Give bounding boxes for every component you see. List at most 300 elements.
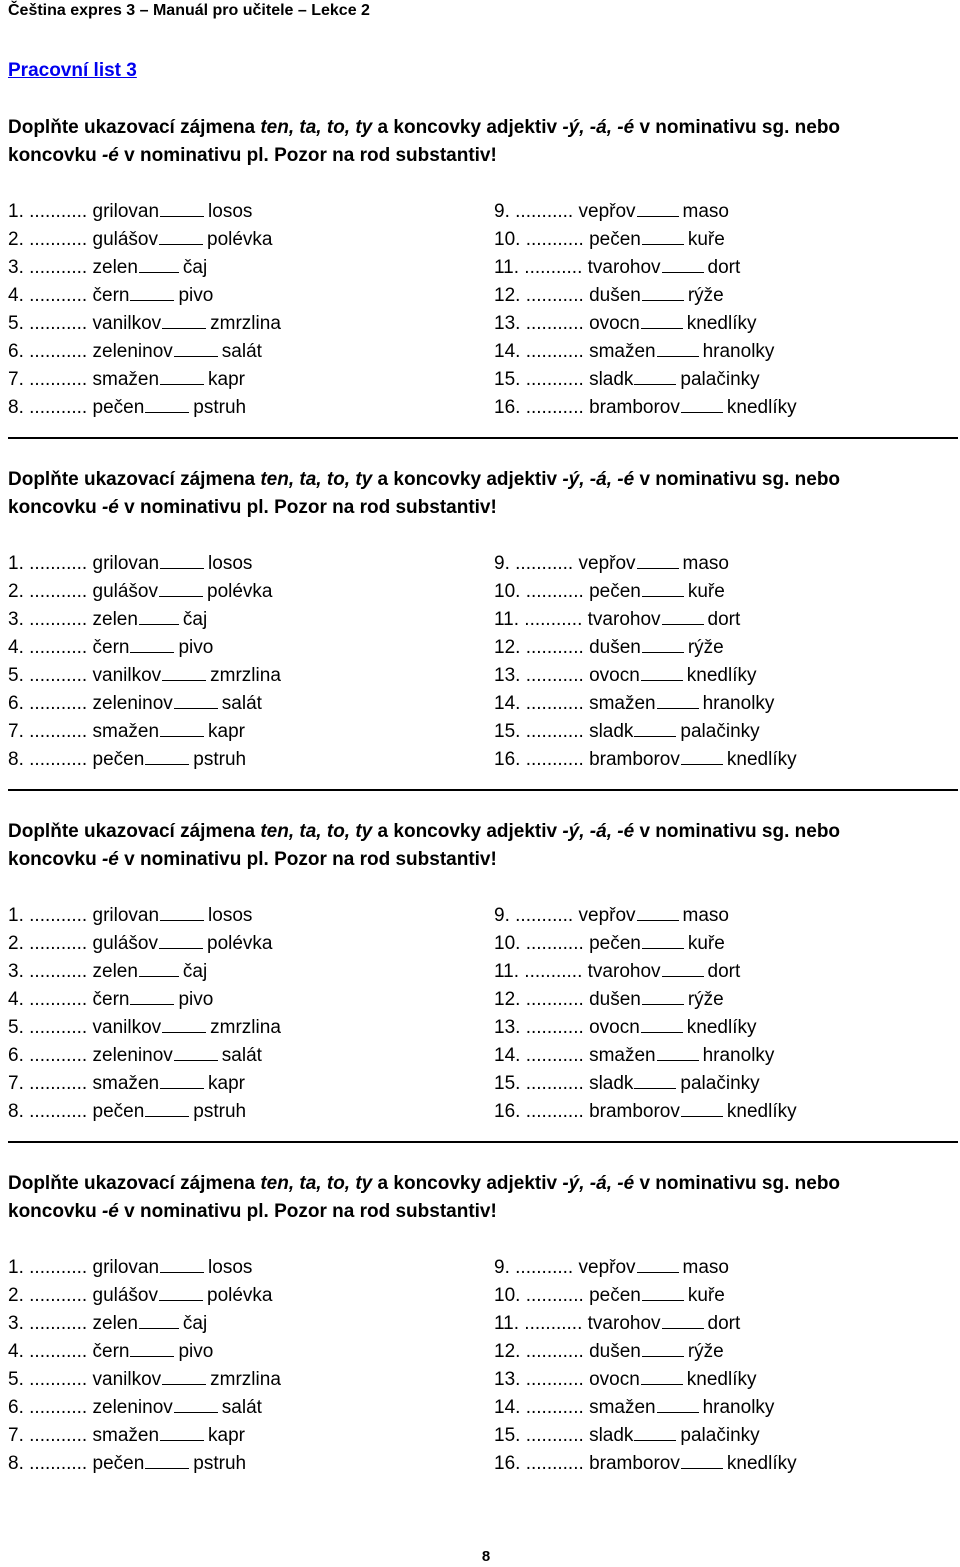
ending-blank[interactable] — [160, 1070, 204, 1089]
adjective-stem: zelen — [92, 1313, 138, 1334]
exercise-item — [494, 226, 797, 254]
ending-blank[interactable] — [162, 662, 206, 681]
noun: knedlíky — [726, 1101, 797, 1122]
exercise-item — [494, 1422, 797, 1450]
item-number: 16. — [494, 1453, 521, 1474]
pronoun-gap[interactable]: ........... — [29, 749, 88, 770]
pronoun-gap[interactable]: ........... — [525, 721, 584, 742]
item-number: 8. — [8, 397, 24, 418]
item-number: 14. — [494, 1397, 521, 1418]
instruction-text: -ý, -á, -é — [562, 117, 635, 138]
item-number: 7. — [8, 369, 24, 390]
exercise-item — [494, 958, 797, 986]
noun: polévka — [207, 933, 273, 954]
instruction-text: koncovku — [8, 497, 102, 518]
pronoun-gap[interactable]: ........... — [525, 341, 584, 362]
exercise-item — [8, 746, 281, 774]
pronoun-gap[interactable]: ........... — [29, 1045, 88, 1066]
exercise-item — [494, 606, 797, 634]
adjective-stem: pečen — [589, 933, 641, 954]
exercise-item — [494, 986, 797, 1014]
noun: dort — [707, 609, 741, 630]
instruction-text: Doplňte ukazovací zájmena — [8, 1173, 261, 1194]
pronoun-gap[interactable]: ........... — [524, 1313, 583, 1334]
adjective-stem: pečen — [92, 1453, 145, 1474]
pronoun-gap[interactable]: ........... — [29, 285, 88, 306]
ending-blank[interactable] — [174, 1042, 218, 1061]
item-number: 8. — [8, 749, 24, 770]
exercise-item — [8, 394, 281, 422]
noun: rýže — [687, 989, 724, 1010]
pronoun-gap[interactable]: ........... — [29, 961, 88, 982]
ending-blank[interactable] — [642, 930, 684, 949]
ending-blank[interactable] — [662, 606, 704, 625]
pronoun-gap[interactable]: ........... — [525, 1073, 584, 1094]
pronoun-gap[interactable]: ........... — [525, 1397, 584, 1418]
ending-blank[interactable] — [159, 226, 203, 245]
pronoun-gap[interactable]: ........... — [29, 693, 88, 714]
item-number: 1. — [8, 553, 24, 574]
ending-blank[interactable] — [681, 746, 723, 765]
noun: rýže — [687, 1341, 724, 1362]
instruction-text: ten, ta, to, ty — [260, 469, 373, 490]
pronoun-gap[interactable]: ........... — [525, 989, 584, 1010]
exercise-item — [494, 634, 797, 662]
item-number: 10. — [494, 229, 521, 250]
noun: palačinky — [680, 369, 760, 390]
adjective-stem: ovocn — [589, 665, 640, 686]
adjective-stem: sladk — [589, 721, 634, 742]
pronoun-gap[interactable]: ........... — [524, 257, 583, 278]
pronoun-gap[interactable]: ........... — [525, 285, 584, 306]
ending-blank[interactable] — [634, 1422, 676, 1441]
ending-blank[interactable] — [160, 902, 204, 921]
noun: palačinky — [680, 1073, 760, 1094]
ending-blank[interactable] — [634, 718, 676, 737]
ending-blank[interactable] — [681, 394, 723, 413]
ending-blank[interactable] — [160, 1422, 204, 1441]
ending-blank[interactable] — [662, 1310, 704, 1329]
pronoun-gap[interactable]: ........... — [29, 1257, 88, 1278]
exercise-item — [8, 986, 281, 1014]
adjective-stem: ovocn — [589, 1369, 640, 1390]
ending-blank[interactable] — [174, 1394, 218, 1413]
ending-blank[interactable] — [130, 986, 174, 1005]
pronoun-gap[interactable]: ........... — [29, 313, 88, 334]
item-number: 5. — [8, 313, 24, 334]
pronoun-gap[interactable]: ........... — [515, 1257, 574, 1278]
exercise-item — [494, 1310, 797, 1338]
ending-blank[interactable] — [634, 366, 676, 385]
exercise-item — [8, 1338, 281, 1366]
exercise-items — [8, 1254, 958, 1478]
adjective-stem: pečen — [589, 1285, 641, 1306]
noun: hranolky — [702, 1045, 775, 1066]
exercise-item — [8, 1450, 281, 1478]
pronoun-gap[interactable]: ........... — [29, 1017, 88, 1038]
pronoun-gap[interactable]: ........... — [29, 665, 88, 686]
section-divider — [8, 789, 958, 791]
exercise-items — [8, 198, 958, 422]
item-number: 7. — [8, 1425, 24, 1446]
pronoun-gap[interactable]: ........... — [515, 201, 574, 222]
pronoun-gap[interactable]: ........... — [525, 933, 584, 954]
ending-blank[interactable] — [641, 662, 683, 681]
pronoun-gap[interactable]: ........... — [29, 553, 88, 574]
ending-blank[interactable] — [634, 1070, 676, 1089]
ending-blank[interactable] — [130, 282, 174, 301]
ending-blank[interactable] — [160, 718, 204, 737]
adjective-stem: tvarohov — [587, 961, 661, 982]
pronoun-gap[interactable]: ........... — [525, 369, 584, 390]
ending-blank[interactable] — [160, 198, 204, 217]
item-number: 4. — [8, 285, 24, 306]
exercise-item — [8, 662, 281, 690]
ending-blank[interactable] — [174, 690, 218, 709]
item-number: 6. — [8, 1397, 24, 1418]
noun: kuře — [687, 229, 725, 250]
ending-blank[interactable] — [657, 690, 699, 709]
exercise-item — [494, 690, 797, 718]
pronoun-gap[interactable]: ........... — [29, 201, 88, 222]
adjective-stem: čern — [92, 637, 130, 658]
instruction-text: -é — [101, 497, 119, 518]
pronoun-gap[interactable]: ........... — [525, 1017, 584, 1038]
pronoun-gap[interactable]: ........... — [515, 553, 574, 574]
exercise-item — [8, 282, 281, 310]
exercise-item — [8, 958, 281, 986]
noun: zmrzlina — [210, 665, 281, 686]
ending-blank[interactable] — [160, 550, 204, 569]
pronoun-gap[interactable]: ........... — [29, 1425, 88, 1446]
ending-blank[interactable] — [145, 746, 189, 765]
ending-blank[interactable] — [642, 986, 684, 1005]
noun: palačinky — [680, 721, 760, 742]
adjective-stem: dušen — [589, 637, 641, 658]
ending-blank[interactable] — [145, 1098, 189, 1117]
exercise-item — [8, 606, 281, 634]
exercise-item — [8, 338, 281, 366]
pronoun-gap[interactable]: ........... — [525, 1369, 584, 1390]
item-number: 12. — [494, 1341, 521, 1362]
ending-blank[interactable] — [160, 366, 204, 385]
instruction-text: Doplňte ukazovací zájmena — [8, 117, 261, 138]
instruction-text: -é — [101, 145, 119, 166]
item-number: 12. — [494, 637, 521, 658]
ending-blank[interactable] — [139, 1310, 179, 1329]
noun: knedlíky — [686, 665, 757, 686]
noun: hranolky — [702, 1397, 775, 1418]
pronoun-gap[interactable]: ........... — [29, 1285, 88, 1306]
adjective-stem: bramborov — [589, 1101, 680, 1122]
noun: čaj — [182, 961, 208, 982]
pronoun-gap[interactable]: ........... — [525, 313, 584, 334]
pronoun-gap[interactable]: ........... — [29, 581, 88, 602]
ending-blank[interactable] — [662, 958, 704, 977]
noun: maso — [682, 553, 729, 574]
items-column-left — [8, 550, 281, 774]
adjective-stem: smažen — [92, 1073, 160, 1094]
pronoun-gap[interactable]: ........... — [29, 637, 88, 658]
pronoun-gap[interactable]: ........... — [29, 397, 88, 418]
adjective-stem: pečen — [92, 749, 145, 770]
exercise-item — [8, 634, 281, 662]
adjective-stem: bramborov — [589, 749, 680, 770]
pronoun-gap[interactable]: ........... — [29, 721, 88, 742]
adjective-stem: grilovan — [92, 1257, 160, 1278]
ending-blank[interactable] — [642, 1338, 684, 1357]
ending-blank[interactable] — [159, 1282, 203, 1301]
ending-blank[interactable] — [657, 1394, 699, 1413]
adjective-stem: pečen — [589, 229, 641, 250]
ending-blank[interactable] — [139, 254, 179, 273]
exercise-item — [494, 930, 797, 958]
ending-blank[interactable] — [641, 1014, 683, 1033]
exercise-instruction — [8, 466, 958, 522]
adjective-stem: grilovan — [92, 201, 160, 222]
instruction-text: ten, ta, to, ty — [260, 117, 373, 138]
adjective-stem: bramborov — [589, 397, 680, 418]
ending-blank[interactable] — [681, 1098, 723, 1117]
exercise-item — [494, 578, 797, 606]
noun: losos — [208, 201, 253, 222]
pronoun-gap[interactable]: ........... — [524, 961, 583, 982]
pronoun-gap[interactable]: ........... — [29, 905, 88, 926]
pronoun-gap[interactable]: ........... — [29, 1341, 88, 1362]
item-number: 4. — [8, 637, 24, 658]
ending-blank[interactable] — [130, 634, 174, 653]
ending-blank[interactable] — [637, 902, 679, 921]
adjective-stem: gulášov — [92, 933, 158, 954]
pronoun-gap[interactable]: ........... — [525, 581, 584, 602]
pronoun-gap[interactable]: ........... — [525, 1045, 584, 1066]
pronoun-gap[interactable]: ........... — [29, 341, 88, 362]
ending-blank[interactable] — [642, 634, 684, 653]
instruction-text: v nominativu pl. Pozor na rod substantiv! — [118, 145, 497, 166]
adjective-stem: sladk — [589, 1073, 634, 1094]
ending-blank[interactable] — [162, 310, 206, 329]
adjective-stem: tvarohov — [587, 609, 661, 630]
item-number: 13. — [494, 665, 521, 686]
ending-blank[interactable] — [637, 198, 679, 217]
adjective-stem: grilovan — [92, 553, 160, 574]
item-number: 1. — [8, 201, 24, 222]
ending-blank[interactable] — [662, 254, 704, 273]
adjective-stem: ovocn — [589, 1017, 640, 1038]
item-number: 14. — [494, 1045, 521, 1066]
item-number: 3. — [8, 961, 24, 982]
pronoun-gap[interactable]: ........... — [525, 1453, 584, 1474]
exercise-item — [8, 718, 281, 746]
exercise-block — [8, 818, 958, 1126]
page-number: 8 — [481, 1548, 491, 1565]
pronoun-gap[interactable]: ........... — [29, 933, 88, 954]
pronoun-gap[interactable]: ........... — [29, 1397, 88, 1418]
item-number: 11. — [494, 961, 520, 982]
noun: zmrzlina — [210, 1369, 281, 1390]
ending-blank[interactable] — [139, 958, 179, 977]
noun: pivo — [178, 637, 214, 658]
ending-blank[interactable] — [159, 578, 203, 597]
item-number: 2. — [8, 1285, 24, 1306]
adjective-stem: gulášov — [92, 581, 158, 602]
noun: maso — [682, 905, 729, 926]
item-number: 5. — [8, 1369, 24, 1390]
pronoun-gap[interactable]: ........... — [524, 609, 583, 630]
ending-blank[interactable] — [657, 1042, 699, 1061]
pronoun-gap[interactable]: ........... — [515, 905, 574, 926]
pronoun-gap[interactable]: ........... — [29, 369, 88, 390]
exercise-item — [8, 310, 281, 338]
noun: kuře — [687, 933, 725, 954]
ending-blank[interactable] — [162, 1014, 206, 1033]
adjective-stem: dušen — [589, 1341, 641, 1362]
instruction-text: a koncovky adjektiv — [372, 117, 563, 138]
item-number: 15. — [494, 369, 521, 390]
exercise-item — [494, 338, 797, 366]
pronoun-gap[interactable]: ........... — [29, 609, 88, 630]
ending-blank[interactable] — [642, 226, 684, 245]
noun: pivo — [178, 1341, 214, 1362]
ending-blank[interactable] — [130, 1338, 174, 1357]
instruction-text: ten, ta, to, ty — [260, 821, 373, 842]
noun: losos — [208, 1257, 253, 1278]
ending-blank[interactable] — [159, 930, 203, 949]
exercise-item — [8, 1098, 281, 1126]
noun: kapr — [208, 1073, 245, 1094]
pronoun-gap[interactable]: ........... — [525, 749, 584, 770]
item-number: 8. — [8, 1101, 24, 1122]
noun: hranolky — [702, 341, 775, 362]
item-number: 5. — [8, 665, 24, 686]
noun: kapr — [208, 369, 245, 390]
item-number: 4. — [8, 989, 24, 1010]
pronoun-gap[interactable]: ........... — [29, 229, 88, 250]
pronoun-gap[interactable]: ........... — [29, 989, 88, 1010]
exercise-item — [8, 198, 281, 226]
ending-blank[interactable] — [642, 282, 684, 301]
noun: losos — [208, 905, 253, 926]
document-header: Čeština expres 3 – Manuál pro učitele – Lekce 2 — [8, 2, 370, 19]
ending-blank[interactable] — [145, 1450, 189, 1469]
exercise-item — [494, 310, 797, 338]
pronoun-gap[interactable]: ........... — [29, 1453, 88, 1474]
pronoun-gap[interactable]: ........... — [29, 1313, 88, 1334]
exercise-item — [494, 254, 797, 282]
ending-blank[interactable] — [145, 394, 189, 413]
exercise-item — [494, 1070, 797, 1098]
noun: pivo — [178, 989, 214, 1010]
noun: knedlíky — [686, 313, 757, 334]
pronoun-gap[interactable]: ........... — [525, 1101, 584, 1122]
adjective-stem: dušen — [589, 285, 641, 306]
ending-blank[interactable] — [642, 1282, 684, 1301]
adjective-stem: vanilkov — [92, 1369, 162, 1390]
noun: polévka — [207, 229, 273, 250]
adjective-stem: smažen — [589, 1397, 656, 1418]
noun: čaj — [182, 1313, 208, 1334]
pronoun-gap[interactable]: ........... — [29, 1101, 88, 1122]
ending-blank[interactable] — [139, 606, 179, 625]
pronoun-gap[interactable]: ........... — [525, 637, 584, 658]
exercise-item — [494, 746, 797, 774]
instruction-text: v nominativu pl. Pozor na rod substantiv! — [118, 849, 497, 870]
ending-blank[interactable] — [641, 310, 683, 329]
pronoun-gap[interactable]: ........... — [525, 665, 584, 686]
item-number: 14. — [494, 693, 521, 714]
adjective-stem: sladk — [589, 1425, 634, 1446]
ending-blank[interactable] — [637, 1254, 679, 1273]
pronoun-gap[interactable]: ........... — [525, 397, 584, 418]
pronoun-gap[interactable]: ........... — [525, 1285, 584, 1306]
ending-blank[interactable] — [681, 1450, 723, 1469]
pronoun-gap[interactable]: ........... — [29, 1073, 88, 1094]
exercise-item — [494, 718, 797, 746]
noun: knedlíky — [726, 749, 797, 770]
item-number: 7. — [8, 721, 24, 742]
pronoun-gap[interactable]: ........... — [525, 1341, 584, 1362]
adjective-stem: smažen — [92, 369, 160, 390]
pronoun-gap[interactable]: ........... — [525, 1425, 584, 1446]
exercise-item — [494, 662, 797, 690]
instruction-text: -ý, -á, -é — [562, 1173, 635, 1194]
ending-blank[interactable] — [637, 550, 679, 569]
ending-blank[interactable] — [657, 338, 699, 357]
ending-blank[interactable] — [642, 578, 684, 597]
item-number: 16. — [494, 749, 521, 770]
noun: polévka — [207, 581, 273, 602]
noun: salát — [221, 341, 262, 362]
adjective-stem: sladk — [589, 369, 634, 390]
items-column-left — [8, 198, 281, 422]
item-number: 11. — [494, 257, 520, 278]
adjective-stem: gulášov — [92, 229, 158, 250]
item-number: 9. — [494, 201, 510, 222]
adjective-stem: zelen — [92, 609, 138, 630]
item-number: 4. — [8, 1341, 24, 1362]
pronoun-gap[interactable]: ........... — [525, 229, 584, 250]
exercise-item — [8, 1042, 281, 1070]
instruction-text: a koncovky adjektiv — [372, 821, 563, 842]
exercise-item — [8, 1282, 281, 1310]
pronoun-gap[interactable]: ........... — [525, 693, 584, 714]
item-number: 13. — [494, 1017, 521, 1038]
instruction-text: Doplňte ukazovací zájmena — [8, 469, 261, 490]
exercise-item — [494, 1254, 797, 1282]
items-column-right — [494, 1254, 797, 1478]
exercise-item — [494, 394, 797, 422]
exercise-instruction — [8, 818, 958, 874]
adjective-stem: pečen — [589, 581, 641, 602]
instruction-text: -ý, -á, -é — [562, 821, 635, 842]
pronoun-gap[interactable]: ........... — [29, 1369, 88, 1390]
instruction-text: v nominativu sg. nebo — [634, 1173, 841, 1194]
ending-blank[interactable] — [162, 1366, 206, 1385]
item-number: 15. — [494, 1425, 521, 1446]
ending-blank[interactable] — [160, 1254, 204, 1273]
exercise-item — [494, 1014, 797, 1042]
instruction-text: Doplňte ukazovací zájmena — [8, 821, 261, 842]
instruction-text: v nominativu sg. nebo — [634, 117, 841, 138]
item-number: 7. — [8, 1073, 24, 1094]
noun: salát — [221, 1045, 262, 1066]
worksheet-link[interactable]: Pracovní list 3 — [8, 60, 137, 81]
adjective-stem: ovocn — [589, 313, 640, 334]
ending-blank[interactable] — [641, 1366, 683, 1385]
noun: kapr — [208, 1425, 245, 1446]
pronoun-gap[interactable]: ........... — [29, 257, 88, 278]
ending-blank[interactable] — [174, 338, 218, 357]
